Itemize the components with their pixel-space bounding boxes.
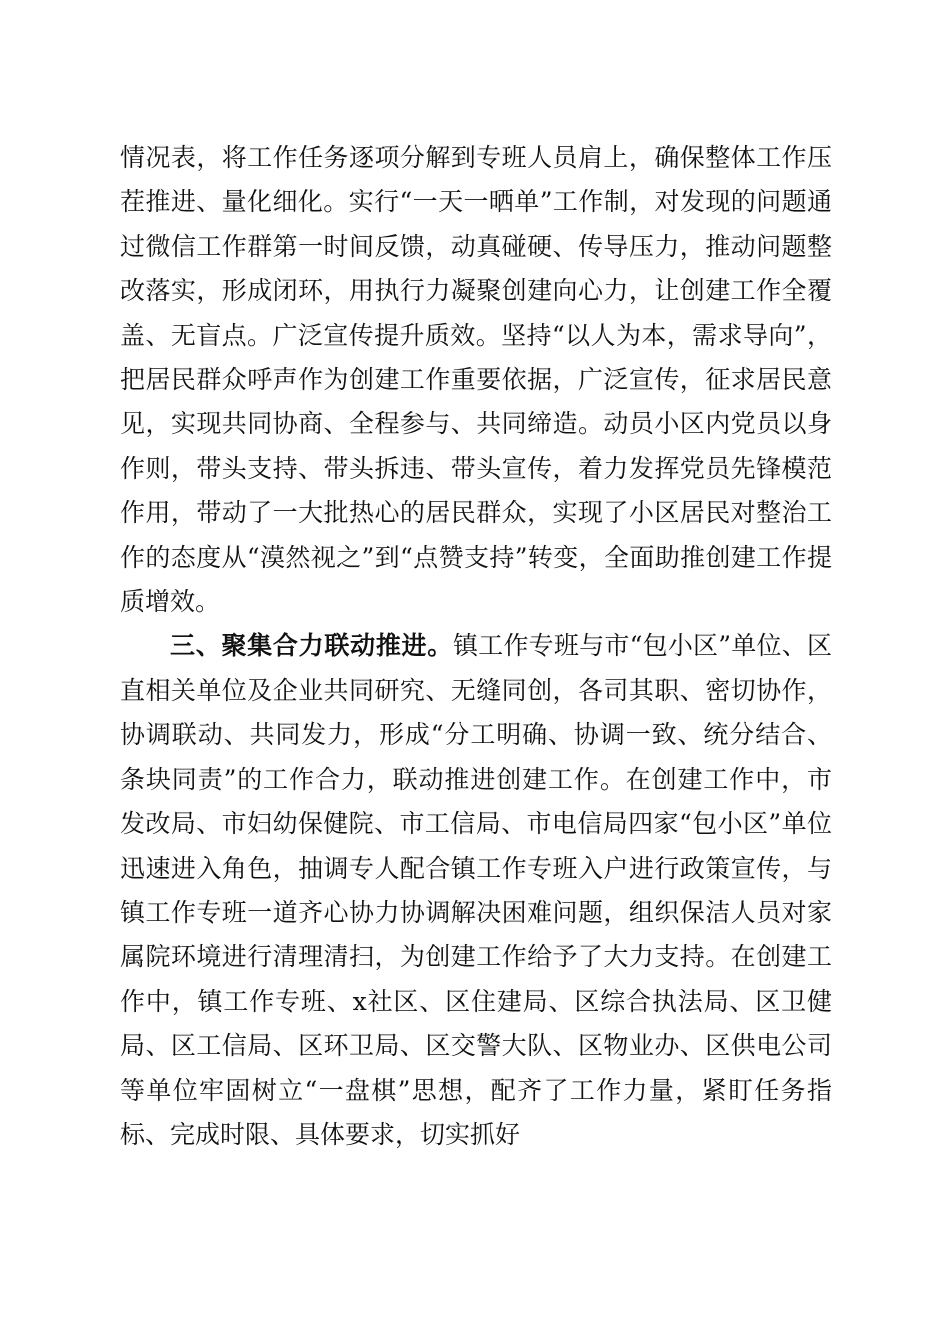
document-body	[120, 136, 832, 1157]
paragraph-text: 情况表，将工作任务逐项分解到专班人员肩上，确保整体工作压茬推进、量化细化。实行“一天一晒单”工作制，对发现的问题通过微信工作群第一时间反馈，动真碰硬、传导压力，推动问题整改落实，形成闭环，用执行力凝聚创建向心力，让创建工作全覆盖、无盲点。广泛宣传提升质效。坚持“以人为本，需求导向”，把居民群众呼声作为创建工作重要依据，广泛宣传，征求居民意见，实现共同协商、全程参与、共同缔造。动员小区内党员以身作则，带头支持、带头拆违、带头宣传，着力发挥党员先锋模范作用，带动了一大批热心的居民群众，实现了小区居民对整治工作的态度从“漠然视之”到“点赞支持”转变，全面助推创建工作提质增效。	[120, 143, 832, 617]
section-heading: 三、聚集合力联动推进。	[170, 631, 453, 661]
paragraph-continuation	[120, 136, 832, 624]
paragraph-text: 镇工作专班与市“包小区”单位、区直相关单位及企业共同研究、无缝同创，各司其职、密切协作，协调联动、共同发力，形成“分工明确、协调一致、统分结合、条块同责”的工作合力，联动推进创建工作。在创建工作中，市发改局、市妇幼保健院、市工信局、市电信局四家“包小区”单位迅速进入角色，抽调专人配合镇工作专班入户进行政策宣传，与镇工作专班一道齐心协力协调解决困难问题，组织保洁人员对家属院环境进行清理清扫，为创建工作给予了大力支持。在创建工作中，镇工作专班、x社区、区住建局、区综合执法局、区卫健局、区工信局、区环卫局、区交警大队、区物业办、区供电公司等单位牢固树立“一盘棋”思想，配齐了工作力量，紧盯任务指标、完成时限、具体要求，切实抓好	[120, 631, 832, 1149]
paragraph-section-three	[120, 624, 832, 1157]
